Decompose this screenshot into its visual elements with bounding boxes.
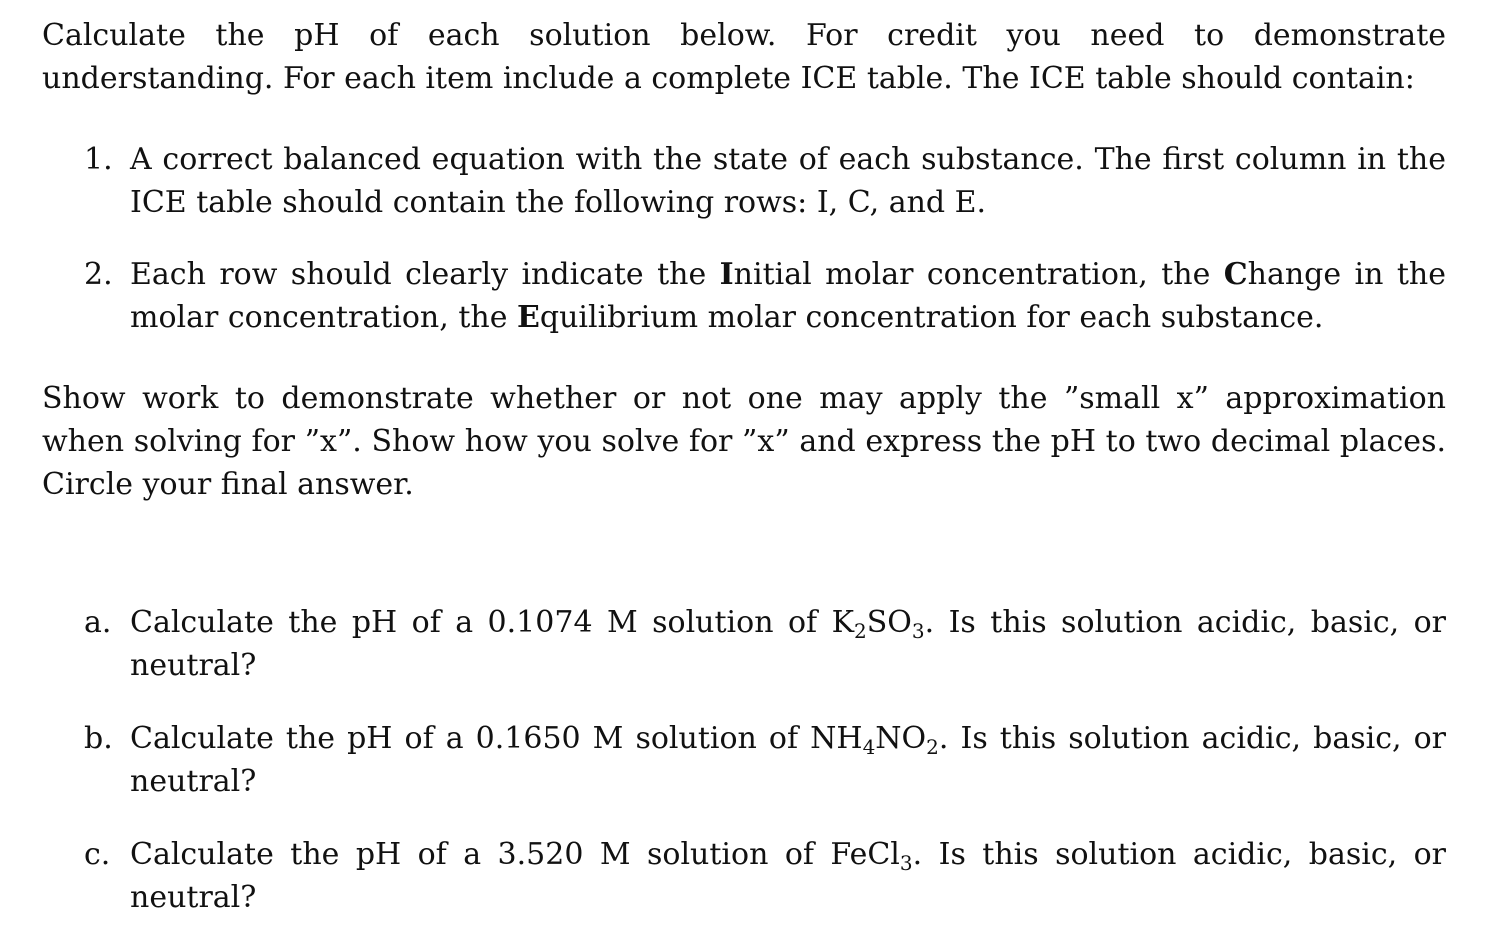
- intro-line-2: For each item include a complete ICE table. The ICE table should contain:: [283, 61, 1415, 96]
- question-c: [42, 833, 1446, 919]
- intro-paragraph: [42, 14, 1446, 100]
- requirement-text: A correct balanced equation with the state of each substance. The first column in the ICE table should contain the following rows: I, C, and E.: [130, 142, 1446, 220]
- question-marker: c.: [84, 837, 111, 872]
- questions-list: [42, 601, 1446, 919]
- assignment-document: [42, 14, 1446, 919]
- emphasis-initial: I: [719, 257, 734, 292]
- question-text-post: . Is this solution acidic, basic, or neutral?: [130, 837, 1446, 915]
- chemical-formula: $NH_4NO_2$: [810, 721, 939, 759]
- question-text-post: . Is this solution acidic, basic, or neutral?: [130, 721, 1447, 799]
- question-b: [42, 717, 1446, 803]
- chemical-formula: FeCl$_3$: [830, 837, 913, 875]
- requirement-text-pre: Each row should clearly indicate the: [130, 257, 720, 292]
- emphasis-change: C: [1223, 257, 1248, 292]
- requirement-item-2: [42, 253, 1446, 339]
- emphasis-equilibrium: E: [516, 300, 540, 335]
- requirement-text-mid-2: hange in the molar concentration, the: [130, 257, 1446, 335]
- requirement-item-1: [42, 138, 1446, 224]
- question-text-pre: Calculate the pH of a 3.520 M solution of: [130, 837, 831, 872]
- question-text-post: . Is this solution acidic, basic, or neutral?: [130, 605, 1447, 683]
- requirement-text-mid-1: nitial molar concentration, the: [733, 257, 1224, 292]
- chemical-formula: $K_2SO_3$: [831, 605, 925, 643]
- intro-line-1: Calculate the pH of each solution below. For credit you need to demonstrate understanding.: [42, 18, 1446, 96]
- requirement-marker: 1.: [84, 142, 113, 177]
- question-a: [42, 601, 1446, 687]
- ice-table-requirements: [42, 138, 1446, 339]
- question-text-pre: Calculate the pH of a 0.1074 M solution of: [130, 605, 832, 640]
- instructions-paragraph: Show work to demonstrate whether or not one may apply the ”small x” approximation when solving for ”x”. Show how you solve for ”x” and express the pH to two decimal places. Circle your final answer.: [42, 381, 1446, 502]
- requirement-text-post: quilibrium molar concentration for each substance.: [539, 300, 1324, 335]
- requirement-marker: 2.: [84, 257, 113, 292]
- question-text-pre: Calculate the pH of a 0.1650 M solution of: [130, 721, 811, 756]
- question-marker: b.: [84, 721, 113, 756]
- question-marker: a.: [84, 605, 112, 640]
